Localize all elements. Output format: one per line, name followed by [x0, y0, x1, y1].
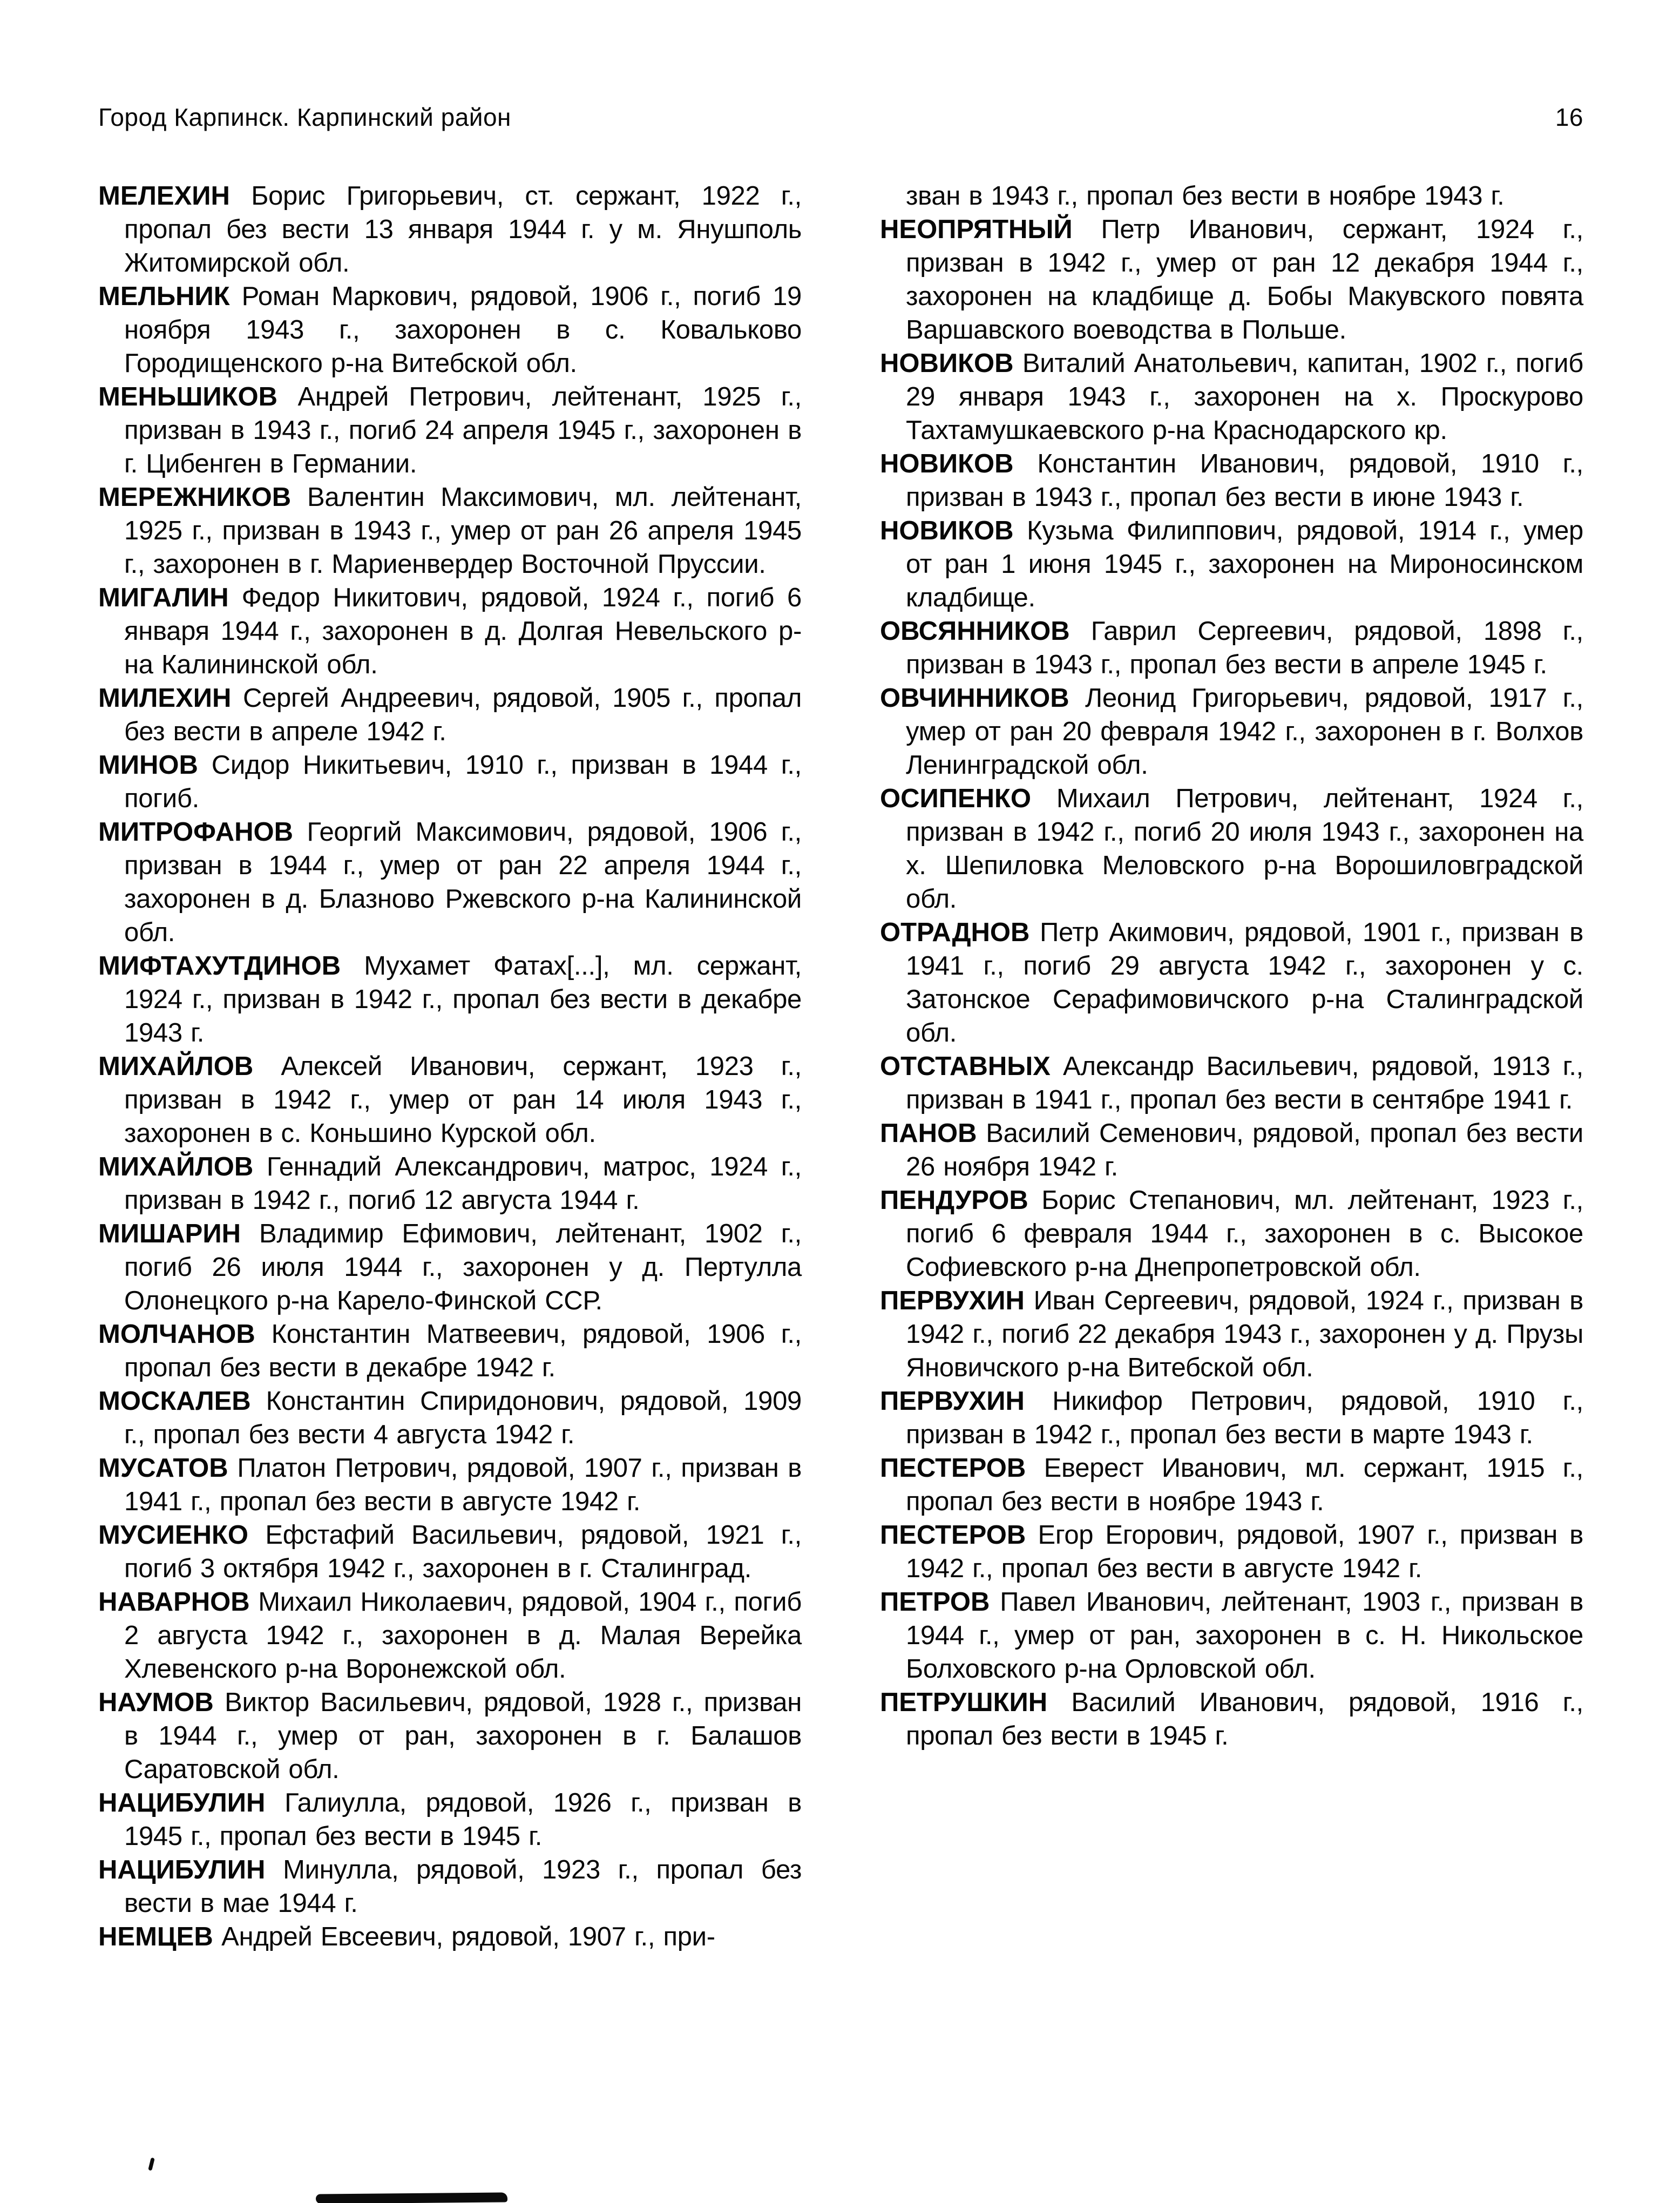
entry-surname: ОТРАДНОВ [880, 918, 1030, 947]
entry-details: Платон Петрович, рядовой, 1907 г., призван в 1941 г., пропал без вести в августе 1942 г. [124, 1454, 802, 1516]
memorial-entry [98, 949, 802, 1050]
memorial-entry [880, 1518, 1583, 1585]
entry-details: Георгий Максимович, рядовой, 1906 г., призван в 1944 г., умер от ран 22 апреля 1944 г., захоронен в д. Блазново Ржевского р-на Калининской обл. [124, 817, 802, 947]
memorial-entry [98, 1451, 802, 1518]
entry-details: Леонид Григорьевич, рядовой, 1917 г., умер от ран 20 февраля 1942 г., захоронен в г. Волхов Ленинградской обл. [906, 684, 1583, 780]
entry-details: Ефстафий Васильевич, рядовой, 1921 г., погиб 3 октября 1942 г., захоронен в г. Сталинград. [124, 1521, 802, 1583]
entry-details: Галиулла, рядовой, 1926 г., призван в 1945 г., пропал без вести в 1945 г. [124, 1788, 802, 1851]
entry-details: Валентин Максимович, мл. лейтенант, 1925 г., призван в 1943 г., умер от ран 26 апреля 1945 г., захоронен в г. Мариенвердер Восточной Пруссии. [124, 483, 802, 579]
memorial-entry [880, 1451, 1583, 1518]
entry-surname: МИТРОФАНОВ [98, 817, 293, 847]
memorial-entry [880, 1184, 1583, 1284]
entry-surname: МИГАЛИН [98, 583, 229, 612]
entry-details: Петр Акимович, рядовой, 1901 г., призван в 1941 г., погиб 29 августа 1942 г., захоронен у с. Затонское Серафимовичского р-на Сталинградской обл. [906, 918, 1583, 1048]
entry-surname: ОТСТАВНЫХ [880, 1052, 1051, 1081]
scan-artifact-speck [148, 2158, 155, 2171]
entry-surname: ОВСЯННИКОВ [880, 617, 1070, 646]
entry-details: Мухамет Фатах[...], мл. сержант, 1924 г., призван в 1942 г., пропал без вести в декабре 1943 г. [124, 951, 802, 1048]
entry-surname: МОСКАЛЕВ [98, 1387, 251, 1416]
entry-surname: МИНОВ [98, 751, 198, 780]
entry-details: Константин Иванович, рядовой, 1910 г., призван в 1943 г., пропал без вести в июне 1943 г. [906, 449, 1583, 512]
memorial-entry [98, 1317, 802, 1384]
entry-surname: ПЕСТЕРОВ [880, 1521, 1026, 1550]
entry-surname: ПЕСТЕРОВ [880, 1454, 1026, 1483]
memorial-entry [98, 280, 802, 380]
entry-surname: МИШАРИН [98, 1219, 241, 1248]
entry-details: Борис Григорьевич, ст. сержант, 1922 г., пропал без вести 13 января 1944 г. у м. Янушполь Житомирской обл. [124, 181, 802, 278]
memorial-entry [98, 748, 802, 815]
entry-surname: МЕЛЬНИК [98, 282, 230, 311]
running-title: Город Карпинск. Карпинский район [98, 103, 511, 131]
memorial-entry [880, 1686, 1583, 1753]
entry-details: Виктор Васильевич, рядовой, 1928 г., призван в 1944 г., умер от ран, захоронен в г. Балашов Саратовской обл. [124, 1688, 802, 1784]
entry-details: Константин Матвеевич, рядовой, 1906 г., пропал без вести в декабре 1942 г. [124, 1320, 802, 1382]
entry-surname: МЕНЬШИКОВ [98, 382, 277, 411]
entry-details: Сергей Андреевич, рядовой, 1905 г., пропал без вести в апреле 1942 г. [124, 684, 802, 746]
entry-details: Иван Сергеевич, рядовой, 1924 г., призван в 1942 г., погиб 22 декабря 1943 г., захоронен у д. Прузы Яновичского р-на Витебской обл. [906, 1286, 1583, 1382]
entry-surname: ОСИПЕНКО [880, 784, 1032, 813]
entry-surname: ОВЧИННИКОВ [880, 684, 1069, 713]
right-column [880, 179, 1583, 1954]
entry-details: Федор Никитович, рядовой, 1924 г., погиб 6 января 1944 г., захоронен в д. Долгая Невельского р-на Калининской обл. [124, 583, 802, 679]
memorial-entry [880, 1284, 1583, 1384]
entry-details: Андрей Петрович, лейтенант, 1925 г., призван в 1943 г., погиб 24 апреля 1945 г., захоронен в г. Цибенген в Германии. [124, 382, 802, 478]
entry-details: зван в 1943 г., пропал без вести в ноябре 1943 г. [906, 181, 1505, 211]
entry-details: Сидор Никитьевич, 1910 г., призван в 1944 г., погиб. [124, 751, 802, 813]
entry-details: Павел Иванович, лейтенант, 1903 г., призван в 1944 г., умер от ран, захоронен в с. Н. Никольское Болховского р-на Орловской обл. [906, 1587, 1583, 1684]
memorial-entry [98, 1384, 802, 1451]
entry-details: Алексей Иванович, сержант, 1923 г., призван в 1942 г., умер от ран 14 июля 1943 г., захоронен в с. Коньшино Курской обл. [124, 1052, 802, 1148]
entry-details: Роман Маркович, рядовой, 1906 г., погиб 19 ноября 1943 г., захоронен в с. Ковальково Городищенского р-на Витебской обл. [124, 282, 802, 378]
entry-surname: МЕЛЕХИН [98, 181, 230, 211]
memorial-entry-continuation [880, 179, 1583, 213]
entry-surname: НЕМЦЕВ [98, 1922, 213, 1951]
entry-details: Гаврил Сергеевич, рядовой, 1898 г., призван в 1943 г., пропал без вести в апреле 1945 г. [906, 617, 1583, 679]
memorial-entry [98, 581, 802, 681]
memorial-entry [880, 1050, 1583, 1117]
entry-surname: ПЕНДУРОВ [880, 1186, 1028, 1215]
entry-details: Константин Спиридонович, рядовой, 1909 г., пропал без вести 4 августа 1942 г. [124, 1387, 802, 1449]
entry-surname: МЕРЕЖНИКОВ [98, 483, 292, 512]
entry-details: Минулла, рядовой, 1923 г., пропал без вести в мае 1944 г. [124, 1855, 802, 1918]
entry-details: Андрей Евсеевич, рядовой, 1907 г., при- [221, 1922, 715, 1951]
memorial-entry [880, 614, 1583, 681]
memorial-entry [880, 1384, 1583, 1451]
memorial-entry [880, 916, 1583, 1050]
page-number: 16 [1555, 103, 1583, 131]
entry-details: Василий Иванович, рядовой, 1916 г., пропал без вести в 1945 г. [906, 1688, 1583, 1751]
memorial-entry [98, 681, 802, 748]
entry-surname: МИЛЕХИН [98, 684, 232, 713]
memorial-entry [98, 380, 802, 481]
memorial-entry [98, 1150, 802, 1217]
memorial-entry [880, 447, 1583, 514]
memorial-entry [880, 514, 1583, 614]
entry-details: Виталий Анатольевич, капитан, 1902 г., погиб 29 января 1943 г., захоронен на х. Проскурово Тахтамушкаевского р-на Краснодарского кр. [906, 349, 1583, 445]
entry-details: Егор Егорович, рядовой, 1907 г., призван в 1942 г., пропал без вести в августе 1942 г. [906, 1521, 1583, 1583]
text-columns [98, 179, 1583, 1954]
entry-surname: НОВИКОВ [880, 349, 1014, 378]
memorial-entry [880, 681, 1583, 782]
entry-surname: ПЕТРУШКИН [880, 1688, 1048, 1717]
entry-surname: НЕОПРЯТНЫЙ [880, 215, 1073, 244]
entry-surname: НАВАРНОВ [98, 1587, 250, 1617]
memorial-entry [880, 1585, 1583, 1686]
left-column [98, 179, 802, 1954]
memorial-entry [880, 213, 1583, 347]
memorial-entry [98, 1853, 802, 1920]
entry-surname: МОЛЧАНОВ [98, 1320, 255, 1349]
entry-details: Александр Васильевич, рядовой, 1913 г., призван в 1941 г., пропал без вести в сентябре 1941 г. [906, 1052, 1583, 1114]
entry-surname: НОВИКОВ [880, 516, 1014, 545]
memorial-entry [98, 815, 802, 949]
entry-surname: ПЕРВУХИН [880, 1387, 1025, 1416]
entry-surname: НАЦИБУЛИН [98, 1788, 266, 1817]
scan-artifact-streak [316, 2192, 507, 2203]
entry-details: Василий Семенович, рядовой, пропал без вести 26 ноября 1942 г. [906, 1119, 1583, 1181]
page-header [98, 103, 1583, 132]
memorial-entry [880, 347, 1583, 447]
entry-details: Михаил Николаевич, рядовой, 1904 г., погиб 2 августа 1942 г., захоронен в д. Малая Верейка Хлевенского р-на Воронежской обл. [124, 1587, 802, 1684]
entry-details: Еверест Иванович, мл. сержант, 1915 г., пропал без вести в ноябре 1943 г. [906, 1454, 1583, 1516]
memorial-entry [880, 1117, 1583, 1184]
entry-details: Михаил Петрович, лейтенант, 1924 г., призван в 1942 г., погиб 20 июля 1943 г., захоронен на х. Шепиловка Меловского р-на Ворошиловградской обл. [906, 784, 1583, 914]
entry-surname: МИХАЙЛОВ [98, 1152, 254, 1181]
memorial-entry [98, 1920, 802, 1954]
memorial-entry [98, 1217, 802, 1317]
entry-details: Геннадий Александрович, матрос, 1924 г., призван в 1942 г., погиб 12 августа 1944 г. [124, 1152, 802, 1215]
entry-surname: ПЕТРОВ [880, 1587, 990, 1617]
entry-surname: НАЦИБУЛИН [98, 1855, 266, 1884]
entry-surname: МИХАЙЛОВ [98, 1052, 254, 1081]
memorial-entry [98, 1786, 802, 1853]
entry-surname: МУСИЕНКО [98, 1521, 248, 1550]
entry-details: Петр Иванович, сержант, 1924 г., призван в 1942 г., умер от ран 12 декабря 1944 г., захоронен на кладбище д. Бобы Макувского повята Варшавского воеводства в Польше. [906, 215, 1583, 344]
entry-surname: ПЕРВУХИН [880, 1286, 1025, 1315]
entry-details: Владимир Ефимович, лейтенант, 1902 г., погиб 26 июля 1944 г., захоронен у д. Пертулла Олонецкого р-на Карело-Финской ССР. [124, 1219, 802, 1315]
memorial-entry [98, 1050, 802, 1150]
entry-details: Никифор Петрович, рядовой, 1910 г., призван в 1942 г., пропал без вести в марте 1943 г. [906, 1387, 1583, 1449]
memorial-entry [98, 1518, 802, 1585]
memorial-entry [98, 179, 802, 280]
entry-surname: НОВИКОВ [880, 449, 1014, 478]
memorial-entry [98, 1686, 802, 1786]
entry-surname: МИФТАХУТДИНОВ [98, 951, 341, 981]
entry-surname: НАУМОВ [98, 1688, 214, 1717]
memorial-entry [880, 782, 1583, 916]
entry-details: Борис Степанович, мл. лейтенант, 1923 г., погиб 6 февраля 1944 г., захоронен в с. Высокое Софиевского р-на Днепропетровской обл. [906, 1186, 1583, 1282]
memorial-entry [98, 1585, 802, 1686]
entry-details: Кузьма Филиппович, рядовой, 1914 г., умер от ран 1 июня 1945 г., захоронен на Мироносинском кладбище. [906, 516, 1583, 612]
entry-surname: ПАНОВ [880, 1119, 977, 1148]
entry-surname: МУСАТОВ [98, 1454, 228, 1483]
memorial-entry [98, 481, 802, 581]
